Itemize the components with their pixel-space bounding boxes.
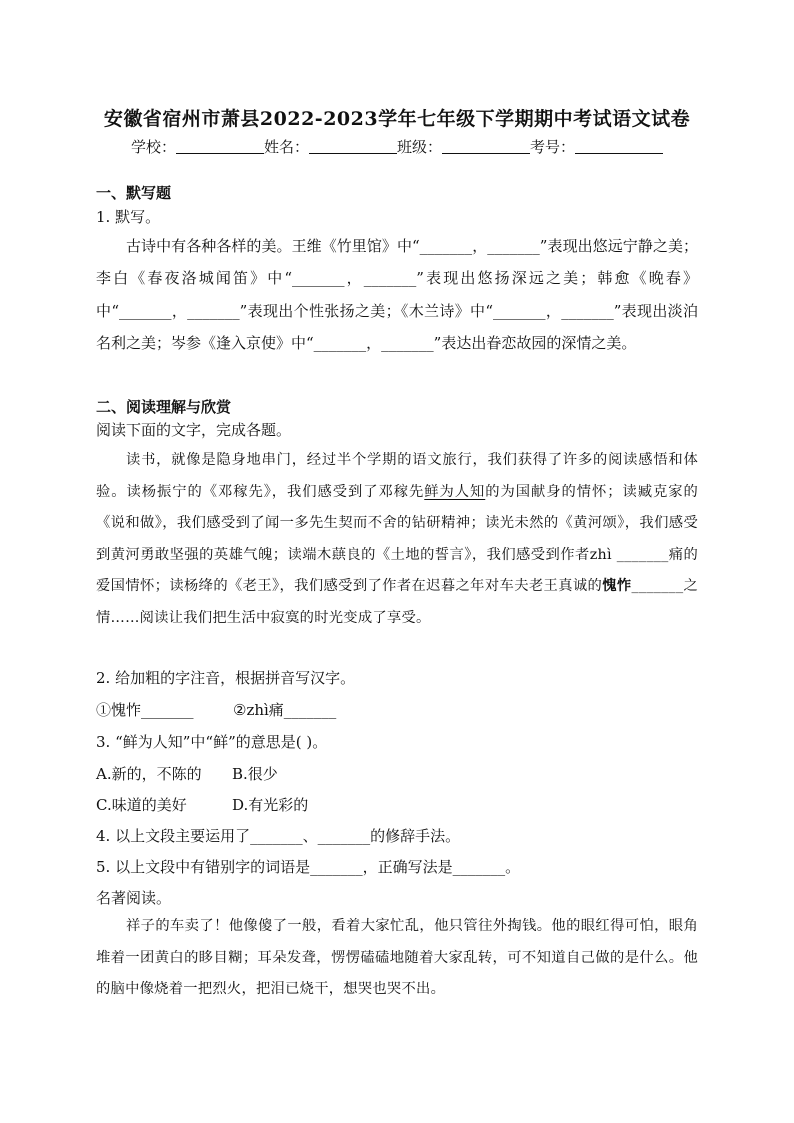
question-3-label: 3. “鲜为人知”中“鲜”的意思是( )。 (96, 733, 328, 751)
passage-underlined-phrase: 鲜为人知 (424, 483, 486, 500)
question-3-option-c[interactable]: C.味道的美好 (96, 796, 187, 814)
passage-bold-word: 愧怍 (602, 578, 632, 594)
question-5: 5. 以上文段中有错别字的词语是_______，正确写法是_______。 (96, 858, 521, 876)
question-3-option-a[interactable]: A.新的，不陈的 (96, 765, 202, 783)
exam-no-label: 考号： (530, 138, 576, 156)
section1-heading: 一、默写题 (96, 184, 172, 202)
question-3-option-b[interactable]: B.很少 (232, 765, 278, 783)
classic-reading-label: 名著阅读。 (96, 889, 172, 907)
question-2-label: 2. 给加粗的字注音，根据拼音写汉字。 (96, 669, 356, 687)
school-blank[interactable] (176, 139, 264, 154)
class-blank[interactable] (442, 139, 530, 154)
name-blank[interactable] (309, 139, 397, 154)
passage-part-1: 读书，就像是隐身地串门，经过半个学期的语文旅行，我们获得了许多的阅读感悟和体验。读杨振宁的《邓稼先》，我们感受到了邓稼先 (96, 452, 698, 500)
passage-part-2: 的为国献身的情怀；读臧克家的《说和做》，我们感受到了闻一多先生契而不舍的钻研精神；读光未然的《黄河颂》，我们感受到黄河勇敢坚强的英雄气魄；读端木蕻良的《土地的誓言》，我们感受到作者zhì _______痛的爱国情怀；读杨绛的《老王》，我们感受到了作者在迟暮之年对车夫老王真诚的 (96, 483, 698, 594)
student-info-line (0, 136, 794, 157)
reading-passage (96, 445, 698, 634)
question-4: 4. 以上文段主要运用了_______、_______的修辞手法。 (96, 827, 461, 845)
reading-intro: 阅读下面的文字，完成各题。 (96, 421, 292, 439)
exam-title: 安徽省宿州市萧县2022-2023学年七年级下学期期中考试语文试卷 (103, 108, 691, 130)
passage-part-3: _______之情……阅读让我们把生活中寂寞的时光变成了享受。 (96, 578, 699, 626)
school-label: 学校： (130, 138, 176, 156)
section2-heading: 二、阅读理解与欣赏 (96, 398, 232, 416)
question-2-item-a: ①愧怍_______ (96, 701, 194, 719)
classic-reading-passage: 祥子的车卖了！他像傻了一般，看着大家忙乱，他只管往外掏钱。他的眼红得可怕，眼角堆着一团黄白的眵目糊；耳朵发聋，愣愣磕磕地随着大家乱转，可不知道自己做的是什么。他的脑中像烧着一把烈火，把泪已烧干，想哭也哭不出。 (96, 918, 698, 997)
class-label: 班级： (397, 138, 443, 156)
question-1-label: 1. 默写。 (96, 208, 161, 226)
name-label: 姓名： (263, 138, 309, 156)
question-1-text: 古诗中有各种各样的美。王维《竹里馆》中“_______，_______”表现出悠远宁静之美；李白《春夜洛城闻笛》中“_______，_______”表现出悠扬深远之美；韩愈《晚春》中“_______，_______”表现出个性张扬之美；《木兰诗》中“_______，_______”表现出淡泊名利之美；岑参《逢入京使》中“_______，_______”表达出眷恋故园的深情之美。 (96, 237, 698, 353)
question-2-item-b: ②zhì痛_______ (233, 701, 337, 719)
exam-no-blank[interactable] (575, 139, 663, 154)
question-3-option-d[interactable]: D.有光彩的 (232, 796, 309, 814)
